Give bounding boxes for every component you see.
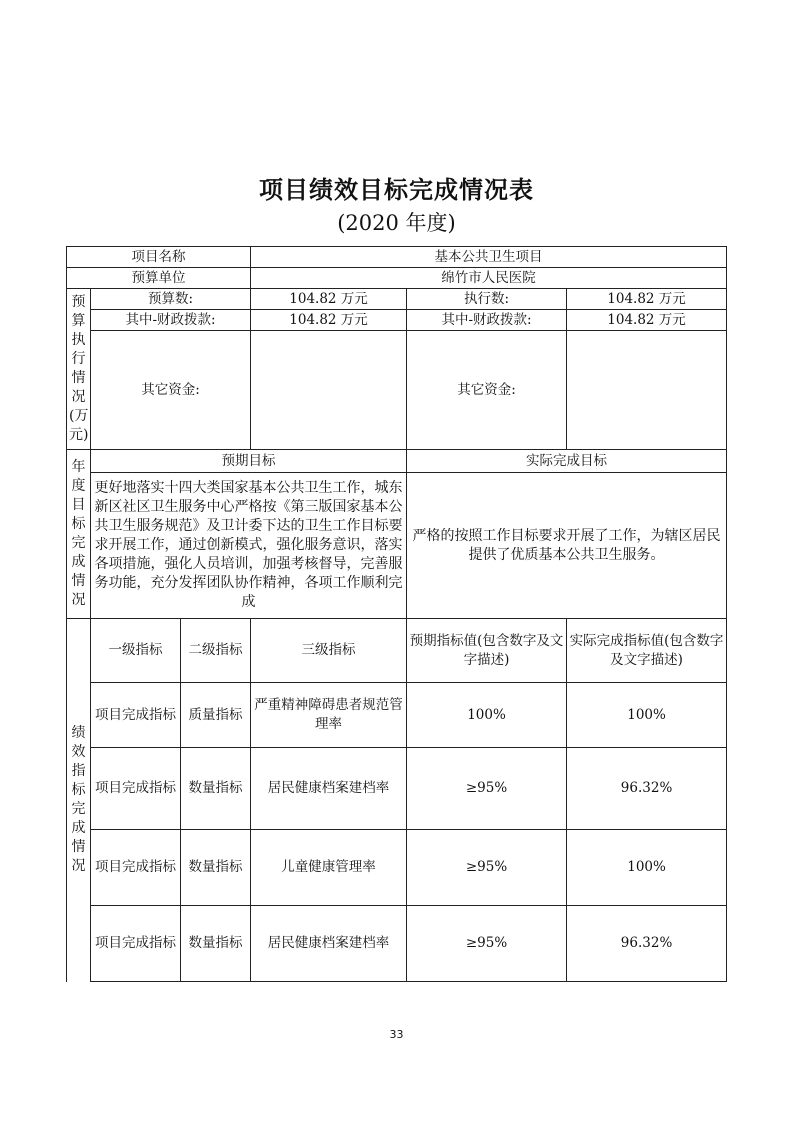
fiscal-budget-label: 其中-财政拨款:: [91, 310, 251, 331]
expected-goal-text: 更好地落实十四大类国家基本公共卫生工作，城东新区社区卫生服务中心严格按《第三版国家基本公共卫生服务规范》及卫计委下达的卫生工作目标要求开展工作，通过创新模式，强化服务意识，落实各项措施，强化人员培训，加强考核督导，完善服务功能，充分发挥团队协作精神，各项工作顺利完成: [91, 473, 407, 619]
expected-value-cell: ≥95%: [407, 906, 567, 982]
level1-cell: 项目完成指标: [91, 748, 181, 830]
table-row: [67, 683, 727, 748]
fiscal-executed-value: 104.82 万元: [567, 310, 727, 331]
actual-value-cell: 100%: [567, 830, 727, 906]
other-funds-value: [251, 331, 407, 450]
level1-header: 一级指标: [91, 619, 181, 683]
other-funds-label: 其它资金:: [91, 331, 251, 450]
actual-value-cell: 96.32%: [567, 748, 727, 830]
report-year: (2020 年度): [337, 211, 456, 235]
indicator-side-label: 绩 效 指 标 完 成 情 况: [67, 619, 91, 982]
level3-cell: 居民健康档案建档率: [251, 748, 407, 830]
expected-value-cell: ≥95%: [407, 748, 567, 830]
budget-unit-value: 绵竹市人民医院: [251, 268, 727, 289]
actual-value-cell: 100%: [567, 683, 727, 748]
page-title: 项目绩效目标完成情况表: [259, 176, 534, 204]
annual-goal-side-label: 年 度 目 标 完 成 情 况: [67, 450, 91, 619]
project-name-value: 基本公共卫生项目: [251, 247, 727, 268]
level1-cell: 项目完成指标: [91, 906, 181, 982]
expected-value-cell: 100%: [407, 683, 567, 748]
other-funds-executed-label: 其它资金:: [407, 331, 567, 450]
budget-amount-label: 预算数:: [91, 289, 251, 310]
level3-cell: 严重精神障碍患者规范管理率: [251, 683, 407, 748]
level1-cell: 项目完成指标: [91, 683, 181, 748]
level3-cell: 儿童健康管理率: [251, 830, 407, 906]
level2-cell: 数量指标: [181, 748, 251, 830]
expected-value-header: 预期指标值(包含数字及文字描述): [407, 619, 567, 683]
actual-goal-text: 严格的按照工作目标要求开展了工作，为辖区居民提供了优质基本公共卫生服务。: [407, 473, 727, 619]
performance-table: [66, 246, 727, 982]
table-row: [67, 748, 727, 830]
actual-value-cell: 96.32%: [567, 906, 727, 982]
level2-header: 二级指标: [181, 619, 251, 683]
other-funds-executed-value: [567, 331, 727, 450]
level2-cell: 数量指标: [181, 830, 251, 906]
executed-amount-label: 执行数:: [407, 289, 567, 310]
fiscal-budget-value: 104.82 万元: [251, 310, 407, 331]
level1-cell: 项目完成指标: [91, 830, 181, 906]
level3-header: 三级指标: [251, 619, 407, 683]
expected-value-cell: ≥95%: [407, 830, 567, 906]
budget-execution-side-label: 预 算 执 行 情 况 (万 元): [67, 289, 91, 450]
table-row: [67, 830, 727, 906]
project-name-label: 项目名称: [67, 247, 251, 268]
table-row: [67, 906, 727, 982]
page-number: 33: [389, 1028, 404, 1041]
level3-cell: 居民健康档案建档率: [251, 906, 407, 982]
expected-goal-header: 预期目标: [91, 450, 407, 473]
actual-goal-header: 实际完成目标: [407, 450, 727, 473]
executed-amount-value: 104.82 万元: [567, 289, 727, 310]
fiscal-executed-label: 其中-财政拨款:: [407, 310, 567, 331]
level2-cell: 数量指标: [181, 906, 251, 982]
budget-amount-value: 104.82 万元: [251, 289, 407, 310]
actual-value-header: 实际完成指标值(包含数字及文字描述): [567, 619, 727, 683]
budget-unit-label: 预算单位: [67, 268, 251, 289]
level2-cell: 质量指标: [181, 683, 251, 748]
